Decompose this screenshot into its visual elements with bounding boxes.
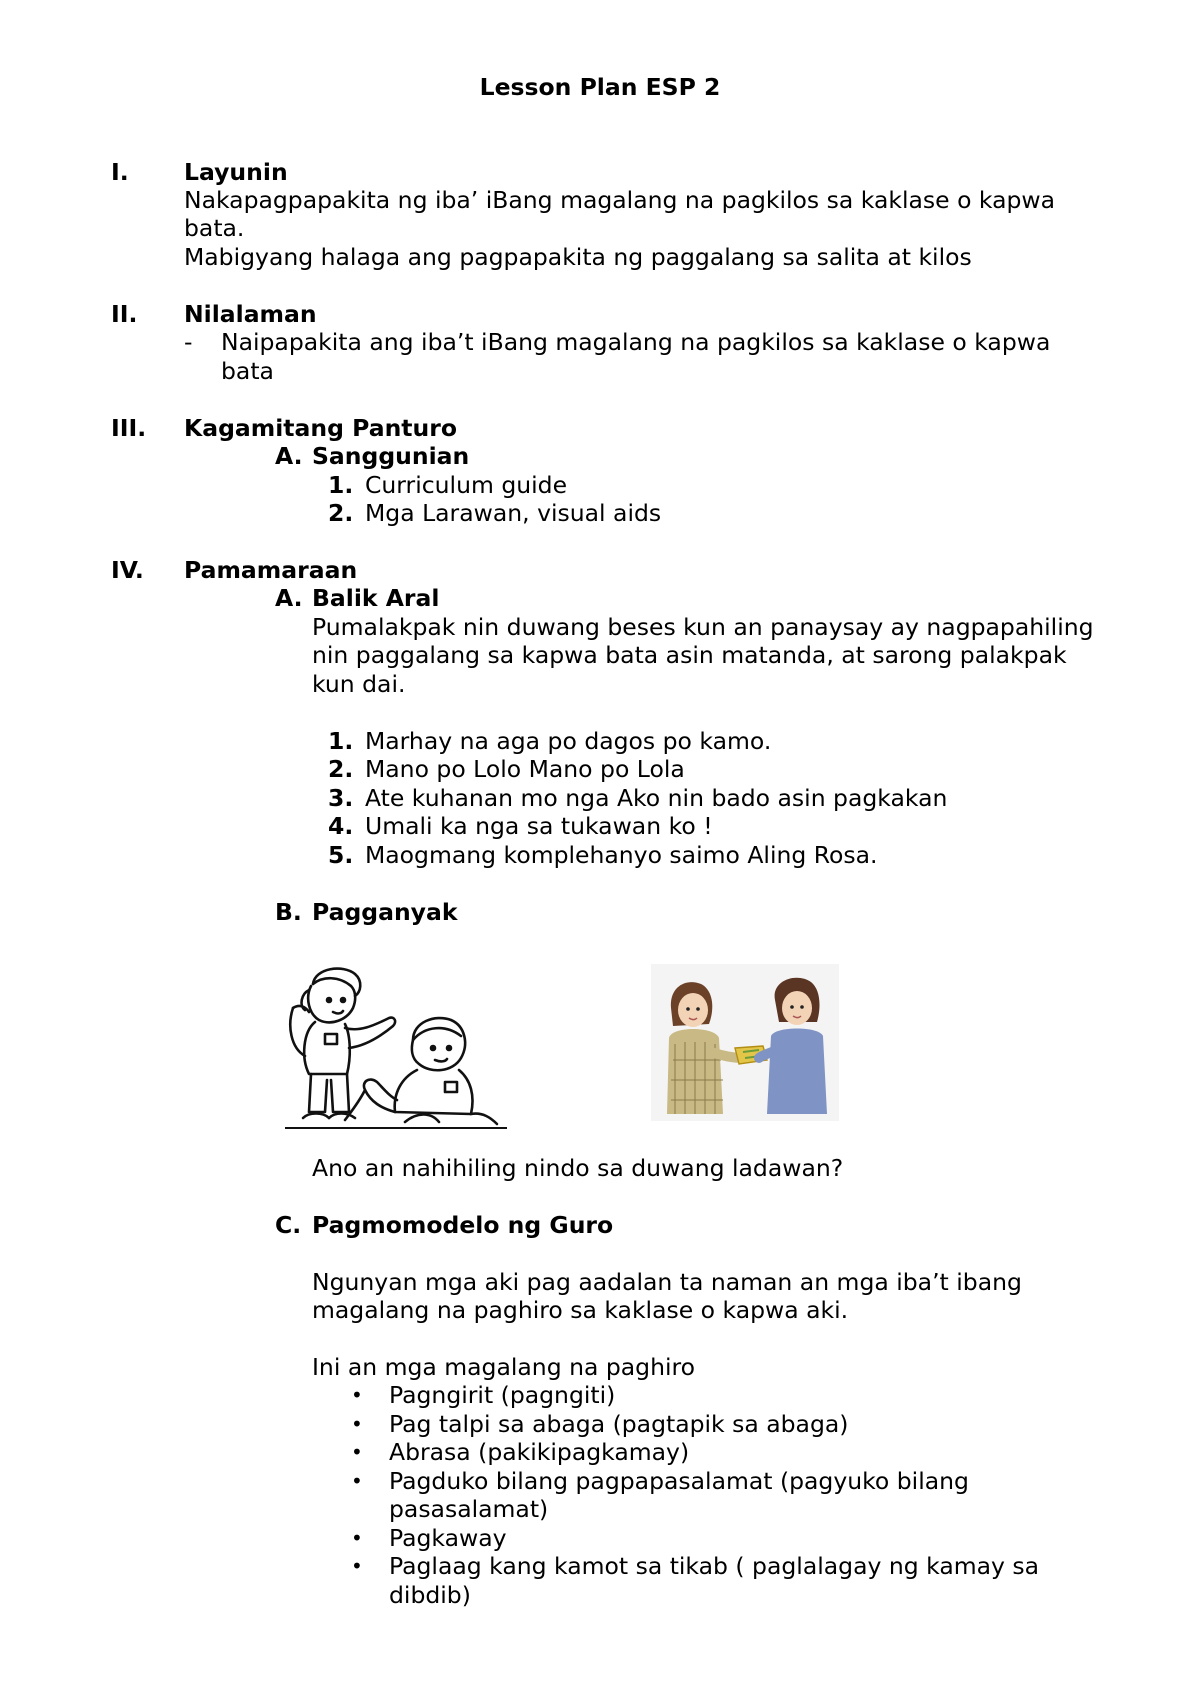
subsection-letter: A. xyxy=(275,584,303,612)
list-item: Mano po Lolo Mano po Lola xyxy=(365,755,685,783)
body-line: nin paggalang sa kapwa bata asin matanda, at sarong palakpak xyxy=(312,641,1067,669)
list-item: Marhay na aga po dagos po kamo. xyxy=(365,727,772,755)
section-numeral: III. xyxy=(111,414,147,442)
children-helping-illustration xyxy=(285,962,507,1130)
section-numeral: IV. xyxy=(111,556,144,584)
section-heading-kagamitang-panturo: Kagamitang Panturo xyxy=(184,414,457,442)
section-numeral: I. xyxy=(111,158,129,186)
subsection-heading-sanggunian: Sanggunian xyxy=(312,442,470,470)
bullet-icon: • xyxy=(351,1554,363,1578)
bullet-icon: • xyxy=(351,1383,363,1407)
body-line: Naipapakita ang iba’t iBang magalang na pagkilos sa kaklase o kapwa xyxy=(221,328,1051,356)
body-line: Ngunyan mga aki pag aadalan ta naman an mga iba’t ibang xyxy=(312,1268,1022,1296)
body-line: bata xyxy=(221,357,274,385)
bullet-icon: • xyxy=(351,1440,363,1464)
subsection-letter: C. xyxy=(275,1211,302,1239)
subsection-letter: A. xyxy=(275,442,303,470)
list-number: 1. xyxy=(328,471,354,499)
dash-marker: - xyxy=(184,328,193,356)
girls-giving-gift-illustration xyxy=(651,964,839,1121)
list-number: 2. xyxy=(328,755,354,783)
body-line: kun dai. xyxy=(312,670,406,698)
list-item: Mga Larawan, visual aids xyxy=(365,499,662,527)
bullet-item: Pagngirit (pagngiti) xyxy=(389,1381,616,1409)
list-item: Umali ka nga sa tukawan ko ! xyxy=(365,812,713,840)
body-line: Mabigyang halaga ang pagpapakita ng paggalang sa salita at kilos xyxy=(184,243,972,271)
document-title: Lesson Plan ESP 2 xyxy=(479,73,721,101)
list-number: 2. xyxy=(328,499,354,527)
section-heading-nilalaman: Nilalaman xyxy=(184,300,317,328)
list-item: Ate kuhanan mo nga Ako nin bado asin pagkakan xyxy=(365,784,948,812)
list-number: 4. xyxy=(328,812,354,840)
bullet-icon: • xyxy=(351,1412,363,1436)
subsection-letter: B. xyxy=(275,898,302,926)
list-item: Curriculum guide xyxy=(365,471,568,499)
bullet-icon: • xyxy=(351,1526,363,1550)
body-line: magalang na paghiro sa kaklase o kapwa aki. xyxy=(312,1296,849,1324)
body-line: Pumalakpak nin duwang beses kun an panaysay ay nagpapahiling xyxy=(312,613,1094,641)
bullet-item: Pagduko bilang pagpapasalamat (pagyuko bilang xyxy=(389,1467,969,1495)
body-line: bata. xyxy=(184,214,245,242)
bullet-item-continued: dibdib) xyxy=(389,1581,471,1609)
list-number: 5. xyxy=(328,841,354,869)
bullet-item-continued: pasasalamat) xyxy=(389,1495,549,1523)
list-intro: Ini an mga magalang na paghiro xyxy=(312,1353,696,1381)
section-heading-layunin: Layunin xyxy=(184,158,288,186)
list-number: 3. xyxy=(328,784,354,812)
bullet-item: Paglaag kang kamot sa tikab ( paglalagay ng kamay sa xyxy=(389,1552,1040,1580)
subsection-heading-balik-aral: Balik Aral xyxy=(312,584,440,612)
section-numeral: II. xyxy=(111,300,138,328)
subsection-heading-pagganyak: Pagganyak xyxy=(312,898,458,926)
subsection-heading-pagmomodelo: Pagmomodelo ng Guro xyxy=(312,1211,614,1239)
bullet-item: Pag talpi sa abaga (pagtapik sa abaga) xyxy=(389,1410,849,1438)
bullet-item: Pagkaway xyxy=(389,1524,507,1552)
pagganyak-question: Ano an nahihiling nindo sa duwang ladawan? xyxy=(312,1154,844,1182)
list-number: 1. xyxy=(328,727,354,755)
bullet-item: Abrasa (pakikipagkamay) xyxy=(389,1438,690,1466)
section-heading-pamamaraan: Pamamaraan xyxy=(184,556,358,584)
body-line: Nakapagpapakita ng iba’ iBang magalang na pagkilos sa kaklase o kapwa xyxy=(184,186,1056,214)
bullet-icon: • xyxy=(351,1469,363,1493)
list-item: Maogmang komplehanyo saimo Aling Rosa. xyxy=(365,841,878,869)
